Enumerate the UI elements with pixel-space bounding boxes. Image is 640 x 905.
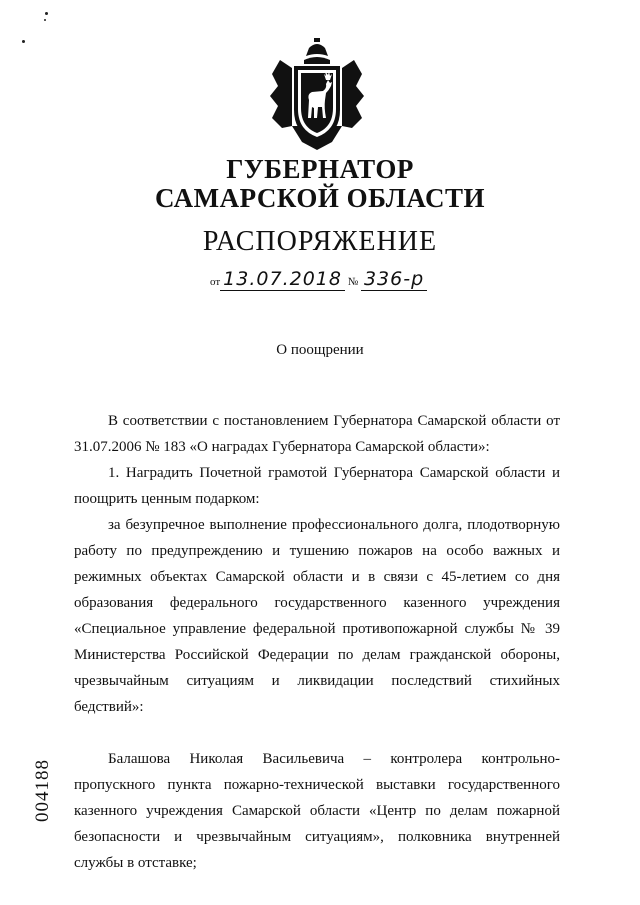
issuer-title-line2: САМАРСКОЙ ОБЛАСТИ bbox=[154, 183, 486, 213]
document-type: РАСПОРЯЖЕНИЕ bbox=[202, 226, 438, 257]
document-subject: О поощрении bbox=[276, 342, 364, 358]
side-registration-number: 004188 bbox=[32, 759, 53, 822]
paragraph-item-1: 1. Наградить Почетной грамотой Губернатора Самарской области и поощрить ценным подарком: bbox=[74, 465, 560, 507]
paragraph-awardee: Балашова Николая Васильевича – контролера контрольно-пропускного пункта пожарно-технической выставки государственного казенного учреждения Самарской области «Центр по делам пожарной безопасности и чрезвычайным ситуациям», полковника внутренней службы в отставке; bbox=[74, 751, 560, 871]
handwritten-date: 13.07.2018 bbox=[220, 268, 345, 291]
issuer-title-line1: ГУБЕРНАТОР bbox=[226, 154, 414, 184]
scan-speck bbox=[45, 12, 48, 15]
date-prefix: от bbox=[210, 276, 221, 288]
scan-speck bbox=[44, 19, 46, 21]
number-sign: № bbox=[347, 276, 359, 288]
date-number-line bbox=[210, 268, 450, 290]
handwritten-number: 336-р bbox=[361, 268, 427, 291]
scan-speck bbox=[22, 40, 25, 43]
coat-of-arms-icon bbox=[262, 38, 372, 158]
paragraph-reason: за безупречное выполнение профессионального долга, плодотворную работу по предупреждению и тушению пожаров на особо важных и режимных объектах Самарской области и в связи с 45-летием со дня образования федерального государственного казенного учреждения «Специальное управление федеральной противопожарной службы № 39 Министерства Российской Федерации по делам гражданской обороны, чрезвычайным ситуациям и ликвидации последствий стихийных бедствий»: bbox=[74, 517, 560, 715]
paragraph-preamble: В соответствии с постановлением Губернатора Самарской области от 31.07.2006 № 183 «О наградах Губернатора Самарской области»: bbox=[74, 413, 560, 455]
